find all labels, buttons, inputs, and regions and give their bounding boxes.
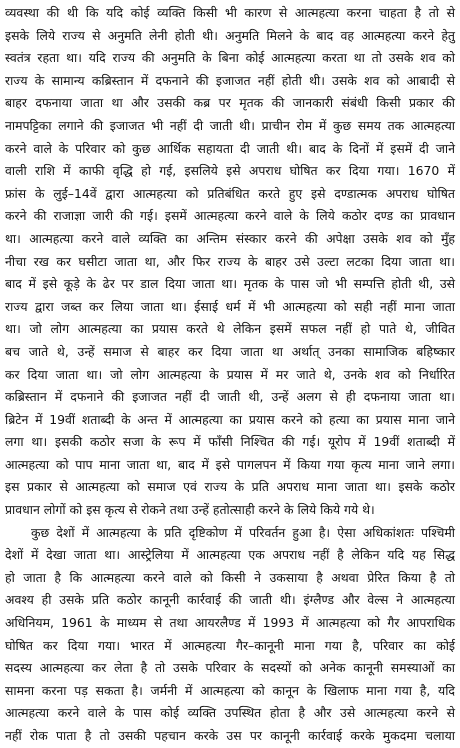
paragraph — [5, 2, 455, 522]
text-line: आत्महत्या करने वाले के पास कोई व्यक्ति उपस्थित होता है और उसे आत्महत्या करने से — [5, 705, 455, 721]
text-line: ब्रिटेन में 19वीं शताब्दी के अन्त में आत्महत्या का प्रयास करने को हत्या का प्रयास माना जाने — [5, 411, 455, 427]
text-line: करने वाले के परिवार को कुछ आर्थिक सहायता दी जाती थी। बाद के दिनों में इसमें दी जाने — [5, 140, 455, 156]
text-line: नहीं रोक पाता है तो उसकी पहचान करके उस पर कानूनी कार्रवाई करके मुकदमा चलाया — [5, 728, 455, 743]
text-line: नामपट्टिका लगाने की इजाजत भी नहीं दी जाती थी। प्राचीन रोम में कुछ समय तक आत्महत्या — [5, 117, 455, 133]
text-line: स्वतंत्र रहता था। यदि राज्य की अनुमति के बिना कोई आत्महत्या करता था तो उसके शव को — [5, 50, 455, 66]
text-line: कब्रिस्तान में दफनाने की इजाजत नहीं दी जाती थी, उन्हें अलग से ही दफनाया जाता था। — [5, 389, 455, 405]
text-line: सामना करना पड़ सकता है। जर्मनी में आत्महत्या को कानून के खिलाफ माना गया है, यदि — [5, 682, 455, 698]
text-line: फ्रांस के लुई–14वें द्वारा आत्महत्या को प्रतिबंधित करते हुए इसे दण्डात्मक अपराध घोषित — [5, 185, 455, 201]
paragraph — [5, 522, 455, 748]
text-line: व्यवस्था की थी कि यदि कोई व्यक्ति किसी भी कारण से आत्महत्या करना चाहता है तो से — [5, 5, 455, 20]
text-line: कर दिया जाता था। जो लोग आत्महत्या के प्रयास में मर जाते थे, उनके शव को निर्धारित — [5, 366, 455, 382]
text-line: राज्य के सामान्य कब्रिस्तान में दफनाने की इजाजत नहीं होती थी। उसके शव को आबादी से — [5, 72, 455, 88]
text-line: इसके लिये राज्य से अनुमति लेनी होती थी। अनुमति मिलने के बाद वह आत्महत्या करने हेतु — [5, 27, 455, 43]
text-line: हो जाता है कि आत्महत्या करने वाले को किसी ने उकसाया है अथवा प्रेरित किया है तो — [5, 569, 455, 585]
text-line: करने की राजाज्ञा जारी की गई। इसमें आत्महत्या करने वाले के लिये कठोर दण्ड का प्रावधान — [5, 208, 455, 224]
text-line: घोषित कर दिया गया। भारत में आत्महत्या गैर–कानूनी माना गया है, परिवार का कोई — [5, 637, 455, 653]
text-line: नीचा रख कर घसीटा जाता था, और फिर राज्य के बाहर उसे उल्टा लटका दिया जाता था। — [5, 253, 455, 269]
text-line: देशों में देखा जाता था। आस्ट्रेलिया में आत्महत्या एक अपराध नहीं है लेकिन यदि यह सिद्ध — [5, 547, 455, 563]
text-line: आत्महत्या को पाप माना जाता था, बाद में इसे पागलपन में किया गया कृत्य माना जाने लगा। — [5, 456, 455, 472]
text-line: राज्य द्वारा जब्त कर लिया जाता था। ईसाई धर्म में भी आत्महत्या को सही नहीं माना जाता — [5, 298, 455, 314]
text-line: था। जो लोग आत्महत्या का प्रयास करते थे लेकिन इसमें सफल नहीं हो पाते थे, जीवित — [5, 321, 455, 337]
text-line: अधिनियम, 1961 के माध्यम से तथा आयरलैण्ड में 1993 में आत्महत्या को गैर आपराधिक — [5, 615, 455, 631]
text-line: अवश्य ही उसके प्रति कठोर कानूनी कार्रवाई की जाती थी। इंग्लैण्ड और वेल्स ने आत्महत्या — [5, 592, 455, 608]
text-line: बच जाते थे, उन्हें समाज से बाहर कर दिया जाता था अर्थात् उनका सामाजिक बहिष्कार — [5, 343, 455, 359]
text-line: लगा था। इसकी कठोर सजा के रूप में फाँसी निश्चित की गई। यूरोप में 19वीं शताब्दी में — [5, 434, 455, 450]
text-line: इस प्रकार से आत्महत्या को समाज एवं राज्य के प्रति अपराध माना जाता था। इसके कठोर — [5, 479, 455, 495]
text-line: वाली राशि में काफी वृद्धि हो गई, इसलिये इसे अपराध घोषित कर दिया गया। 1670 में — [5, 163, 455, 179]
text-line: प्रावधान लोगों को इस कृत्य से रोकने तथा उन्हें हतोत्साही करने के लिये किये गये थे। — [5, 502, 375, 518]
text-line: बाहर दफनाया जाता था और उसकी कब्र पर मृतक की जानकारी संबंधी किसी प्रकार की — [5, 95, 455, 111]
text-line: बाद में इसे कूड़े के ढेर पर डाल दिया जाता था। मृतक के पास जो भी सम्पत्ति होती थी, उसे — [5, 276, 455, 292]
text-line: था। आत्महत्या करने वाले व्यक्ति का अन्तिम संस्कार करने की अपेक्षा उसके शव को मुँह — [5, 230, 455, 246]
text-line: सदस्य आत्महत्या कर लेता है तो उसके परिवार के सदस्यों को अनेक कानूनी समस्याओं का — [5, 660, 455, 676]
text-line: कुछ देशों में आत्महत्या के प्रति दृष्टिकोण में परिवर्तन हुआ है। ऐसा अधिकांशतः पश्चिमी — [31, 524, 455, 540]
